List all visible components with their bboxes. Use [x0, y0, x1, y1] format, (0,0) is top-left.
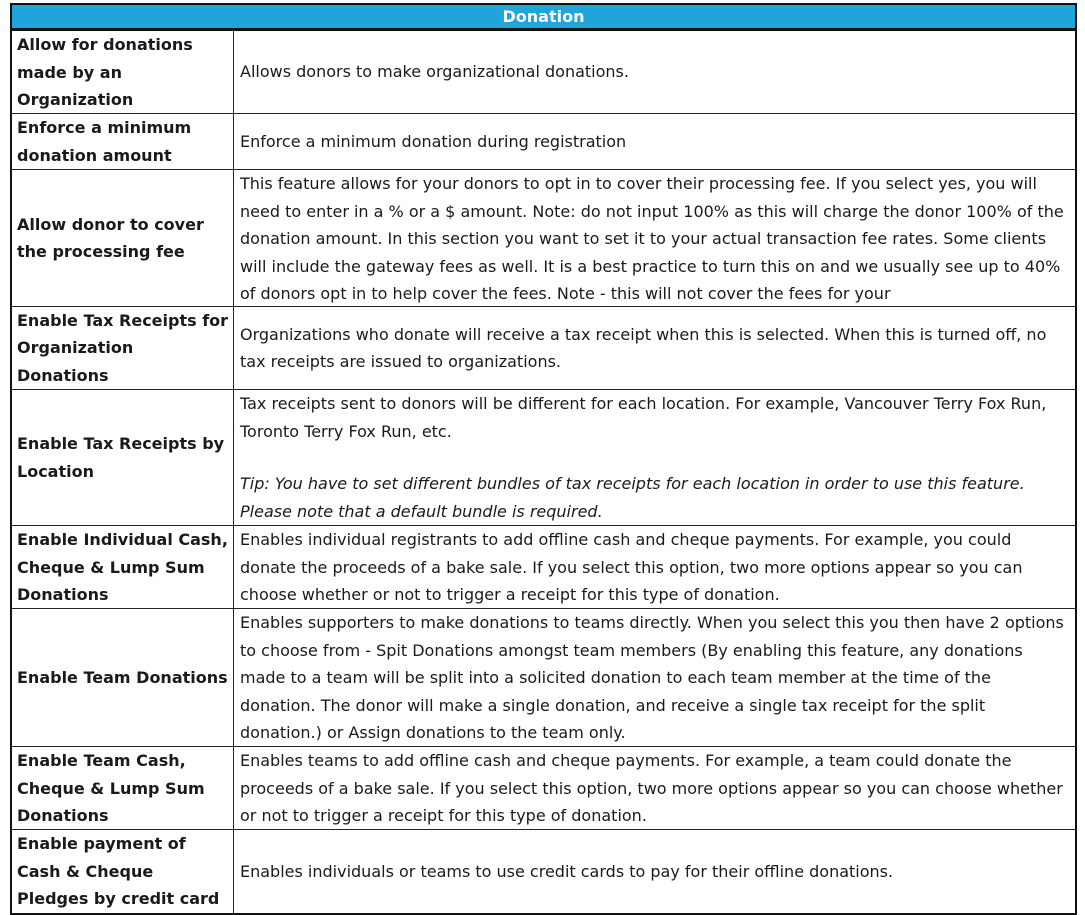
table-row-tax-receipts-organization [12, 307, 1075, 390]
setting-description: Enables individual registrants to add offline cash and cheque payments. For example, you could donate the proceeds of a bake sale. If you select this option, two more options appear so you can choose whether or not to trigger a receipt for this type of donation. [240, 530, 1023, 604]
setting-description: Allows donors to make organizational donations. [240, 62, 629, 82]
setting-description: This feature allows for your donors to opt in to cover their processing fee. If you select yes, you will need to enter in a % or a $ amount. Note: do not input 100% as this will charge the donor 100% of the donation amount. In this section you want to set it to your actual transaction fee rates. Some clients will include the gateway fees as well. It is a best practice to turn this on and we usually see up to 40% of donors opt in to help cover the fees. Note - this will not cover the fees for your [240, 174, 1064, 303]
table-row-processing-fee [12, 170, 1075, 307]
setting-name: Enable Tax Receipts by Location [12, 390, 234, 525]
setting-description: Enables teams to add offline cash and cheque payments. For example, a team could donate the proceeds of a bake sale. If you select this option, two more options appear so you can choose whether or not to trigger a receipt for this type of donation. [240, 751, 1063, 825]
donation-table [10, 3, 1077, 915]
setting-description: Tax receipts sent to donors will be different for each location. For example, Vancouver Terry Fox Run, Toronto Terry Fox Run, etc. [240, 394, 1047, 441]
setting-tip: Tip: You have to set different bundles of tax receipts for each location in order to use this feature. Please note that a default bundle is required. [240, 474, 1025, 521]
setting-name: Enable Team Donations [12, 609, 234, 746]
setting-name: Enable Tax Receipts for Organization Donations [12, 307, 234, 389]
table-row-minimum-donation [12, 114, 1075, 170]
setting-description: Organizations who donate will receive a tax receipt when this is selected. When this is turned off, no tax receipts are issued to organizations. [240, 324, 1047, 371]
table-row-organization-donations [12, 31, 1075, 114]
table-row-credit-card-pledges [12, 830, 1075, 913]
setting-name: Enable Individual Cash, Cheque & Lump Sum Donations [12, 526, 234, 608]
setting-description: Enforce a minimum donation during registration [240, 131, 627, 151]
setting-name: Enable payment of Cash & Cheque Pledges by credit card [12, 830, 234, 913]
setting-name: Enable Team Cash, Cheque & Lump Sum Donations [12, 747, 234, 829]
table-row-team-donations [12, 609, 1075, 747]
setting-description: Enables individuals or teams to use credit cards to pay for their offline donations. [240, 861, 894, 881]
table-title: Donation [12, 5, 1075, 31]
table-row-tax-receipts-location [12, 390, 1075, 526]
setting-name: Allow for donations made by an Organization [12, 31, 234, 113]
setting-description: Enables supporters to make donations to teams directly. When you select this you then have 2 options to choose from - Spit Donations amongst team members (By enabling this feature, any donations made to a team will be split into a solicited donation to each team member at the time of the donation. The donor will make a single donation, and receive a single tax receipt for the split donation.) or Assign donations to the team only. [240, 613, 1064, 742]
setting-name: Enforce a minimum donation amount [12, 114, 234, 169]
table-row-team-cash [12, 747, 1075, 830]
setting-description-block [234, 390, 1075, 525]
table-row-individual-cash [12, 526, 1075, 609]
setting-name: Allow donor to cover the processing fee [12, 170, 234, 306]
